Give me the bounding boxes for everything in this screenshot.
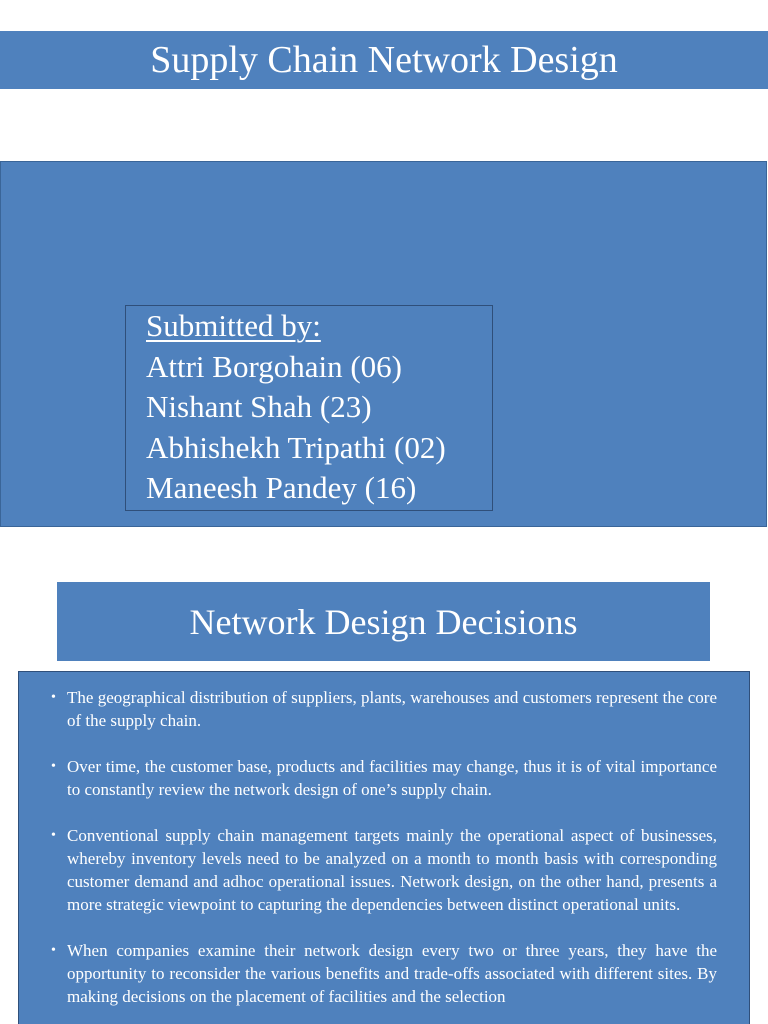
member-name: Abhishekh Tripathi (02) xyxy=(146,429,446,465)
content-panel xyxy=(18,671,750,1024)
bullet-text: Conventional supply chain management targets mainly the operational aspect of businesses, whereby inventory levels need to be analyzed on a month to month basis with corresponding customer demand and adhoc operational issues. Network design, on the other hand, presents a more strategic viewpoint to capturing the dependencies between distinct operational units. xyxy=(67,826,717,914)
bullet-item xyxy=(51,755,717,801)
submitted-by-box xyxy=(125,305,493,511)
bullet-list xyxy=(51,686,717,1008)
bullet-text: When companies examine their network design every two or three years, they have the opportunity to reconsider the various benefits and trade-offs associated with different sites. By making decisions on the placement of facilities and the selection xyxy=(67,941,717,1006)
bullet-item xyxy=(51,939,717,1008)
bullet-text: Over time, the customer base, products and facilities may change, thus it is of vital importance to constantly review the network design of one’s supply chain. xyxy=(67,757,717,799)
member-name: Attri Borgohain (06) xyxy=(146,348,403,384)
bullet-item xyxy=(51,824,717,916)
bullet-icon: • xyxy=(51,828,56,843)
bullet-icon: • xyxy=(51,759,56,774)
bullet-icon: • xyxy=(51,690,56,705)
slide-title-bar xyxy=(0,31,768,89)
submitted-by-heading: Submitted by: xyxy=(146,308,321,343)
member-name: Maneesh Pandey (16) xyxy=(146,470,417,505)
bullet-icon: • xyxy=(51,943,56,958)
member-name: Nishant Shah (23) xyxy=(146,389,372,424)
section-title: Network Design Decisions xyxy=(189,601,578,642)
section-title-bar xyxy=(57,582,710,661)
slide-title: Supply Chain Network Design xyxy=(150,39,618,81)
bullet-text: The geographical distribution of suppliers, plants, warehouses and customers represent the core of the supply chain. xyxy=(67,688,717,730)
bullet-item xyxy=(51,686,717,732)
